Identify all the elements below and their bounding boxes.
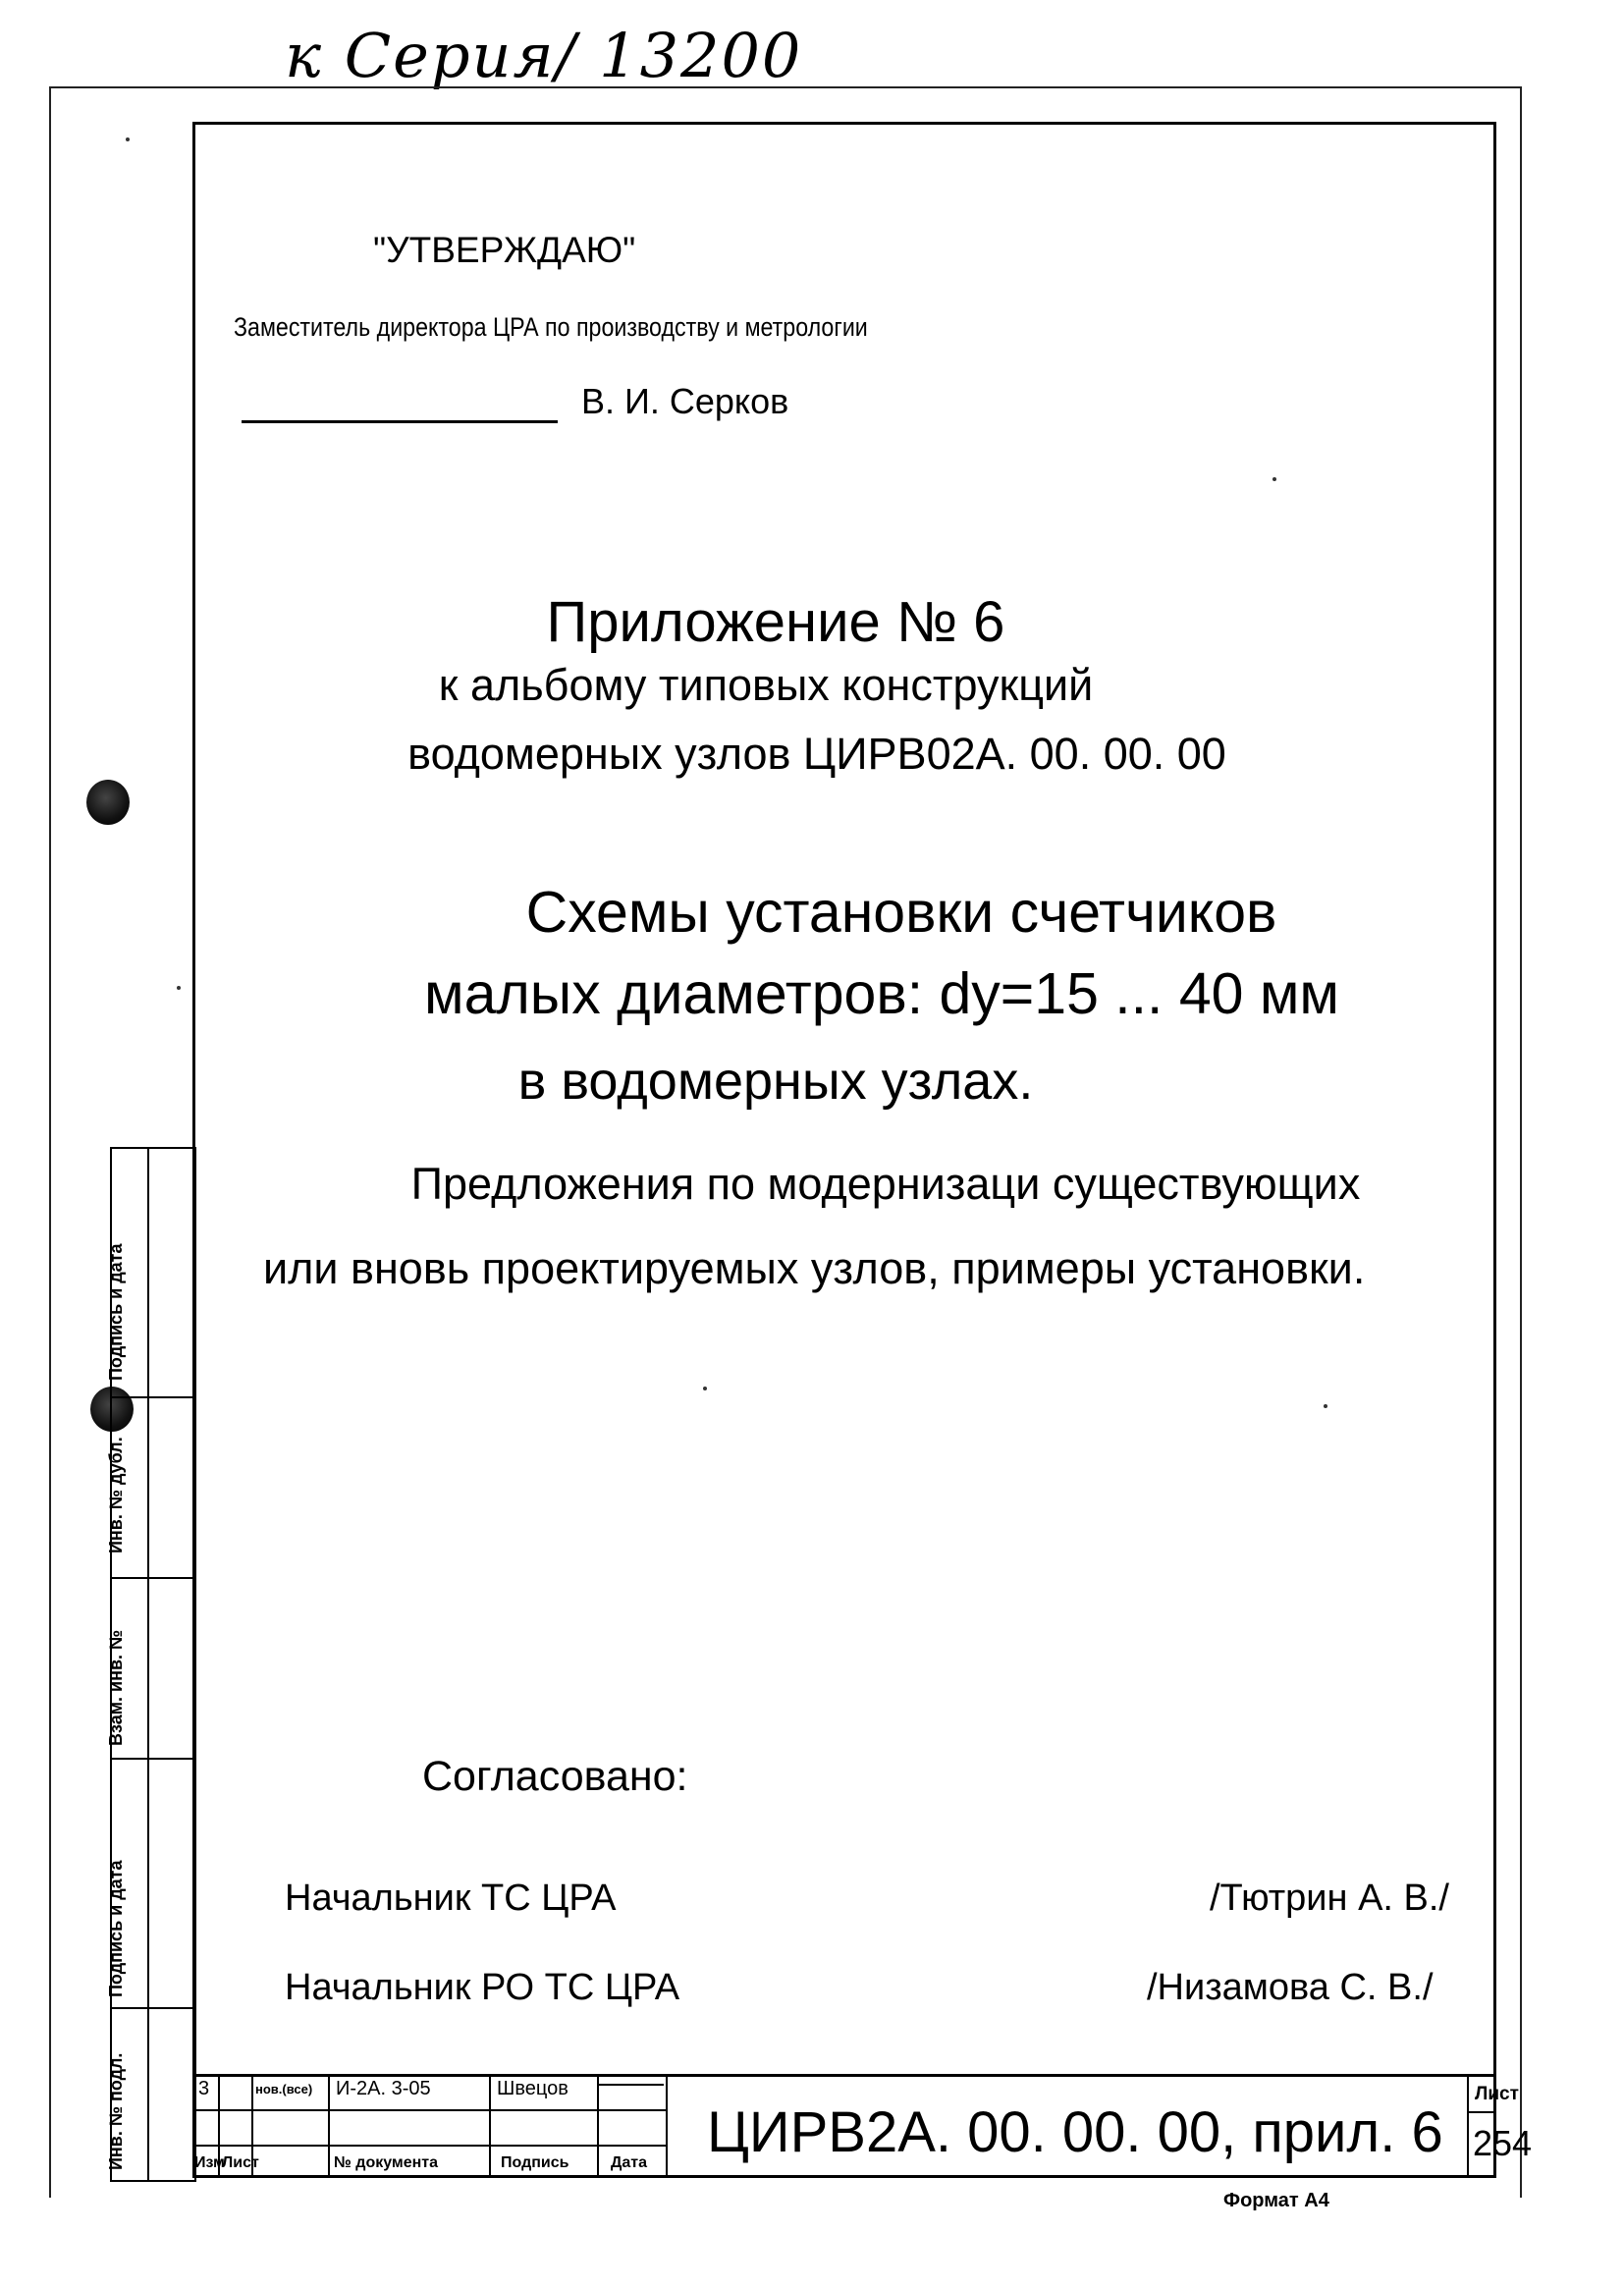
header-doc-number: № документа — [334, 2154, 439, 2171]
approver-position: Заместитель директора ЦРА по производству и метрологии — [234, 312, 868, 342]
title-block-row-line — [192, 2109, 666, 2111]
agreement-position: Начальник ТС ЦРА — [285, 1878, 617, 1919]
side-label-orig-inv: Инв. № подл. — [106, 2052, 126, 2170]
title-block-col-line — [666, 2074, 668, 2178]
side-label-sign-date: Подпись и дата — [106, 1860, 126, 1997]
scan-speck — [703, 1387, 707, 1390]
scan-speck — [1272, 477, 1276, 481]
appendix-title: Приложение № 6 — [546, 590, 1005, 654]
title-block-col-line — [597, 2074, 599, 2178]
side-label-sign-date: Подпись и дата — [106, 1243, 126, 1381]
scan-speck — [126, 137, 130, 141]
agreement-name: /Тютрин А. В./ — [1210, 1878, 1449, 1919]
header-date: Дата — [611, 2154, 648, 2171]
scan-speck — [1324, 1404, 1327, 1408]
approver-name: В. И. Серков — [581, 381, 789, 421]
side-strip-row-line — [110, 1758, 196, 1760]
proposal-line-1: Предложения по модернизаци существующих — [410, 1159, 1361, 1209]
signature-line — [242, 420, 558, 423]
header-sheet: Лист — [222, 2154, 259, 2171]
subject-line-3: в водомерных узлах. — [517, 1052, 1034, 1111]
side-strip-row-line — [110, 1396, 196, 1398]
side-strip-divider — [147, 1147, 149, 2182]
side-label-dup-inv: Инв. № дубл. — [106, 1437, 126, 1553]
drawing-frame — [192, 122, 1496, 2178]
proposal-line-2: или вновь проектируемых узлов, примеры установки. — [263, 1243, 1366, 1293]
title-block-col-line — [1467, 2074, 1469, 2178]
agreement-position: Начальник РО ТС ЦРА — [285, 1967, 680, 2008]
signer-name: Швецов — [497, 2078, 568, 2099]
appendix-album-ref: водомерных узлов ЦИРВ02А. 00. 00. 00 — [407, 729, 1226, 779]
title-block-row-line — [1467, 2111, 1496, 2113]
side-strip-row-line — [110, 1577, 196, 1579]
title-block-dash — [599, 2084, 664, 2086]
title-block-row-line — [192, 2145, 666, 2147]
agreement-name: /Низамова С. В./ — [1147, 1967, 1434, 2008]
subject-line-2: малых диаметров: dy=15 ... 40 мм — [424, 961, 1339, 1026]
document-number: И-2А. 3-05 — [336, 2078, 431, 2099]
sheet-number: 254 — [1473, 2123, 1533, 2163]
side-strip-row-line — [110, 2007, 196, 2009]
header-change: Изм — [194, 2154, 225, 2171]
header-signature: Подпись — [501, 2154, 569, 2171]
format-label: Формат А4 — [1223, 2190, 1329, 2211]
appendix-subtitle: к альбому типовых конструкций — [438, 660, 1094, 710]
title-block-col-line — [328, 2074, 330, 2178]
title-block-col-line — [489, 2074, 491, 2178]
side-label-replace-inv: Взам. инв. № — [106, 1629, 126, 1746]
binder-hole — [86, 780, 130, 825]
approval-stamp: "УТВЕРЖДАЮ" — [373, 230, 636, 270]
handwritten-series-note: к Серия/ 13200 — [285, 20, 803, 91]
revision-mark: нов.(все) — [255, 2082, 313, 2096]
agreement-heading: Согласовано: — [422, 1753, 688, 1800]
revision-number: 3 — [198, 2078, 210, 2099]
sheet-label: Лист — [1475, 2084, 1519, 2104]
document-designation: ЦИРВ2А. 00. 00. 00, прил. 6 — [707, 2100, 1443, 2164]
subject-line-1: Схемы установки счетчиков — [525, 880, 1277, 945]
